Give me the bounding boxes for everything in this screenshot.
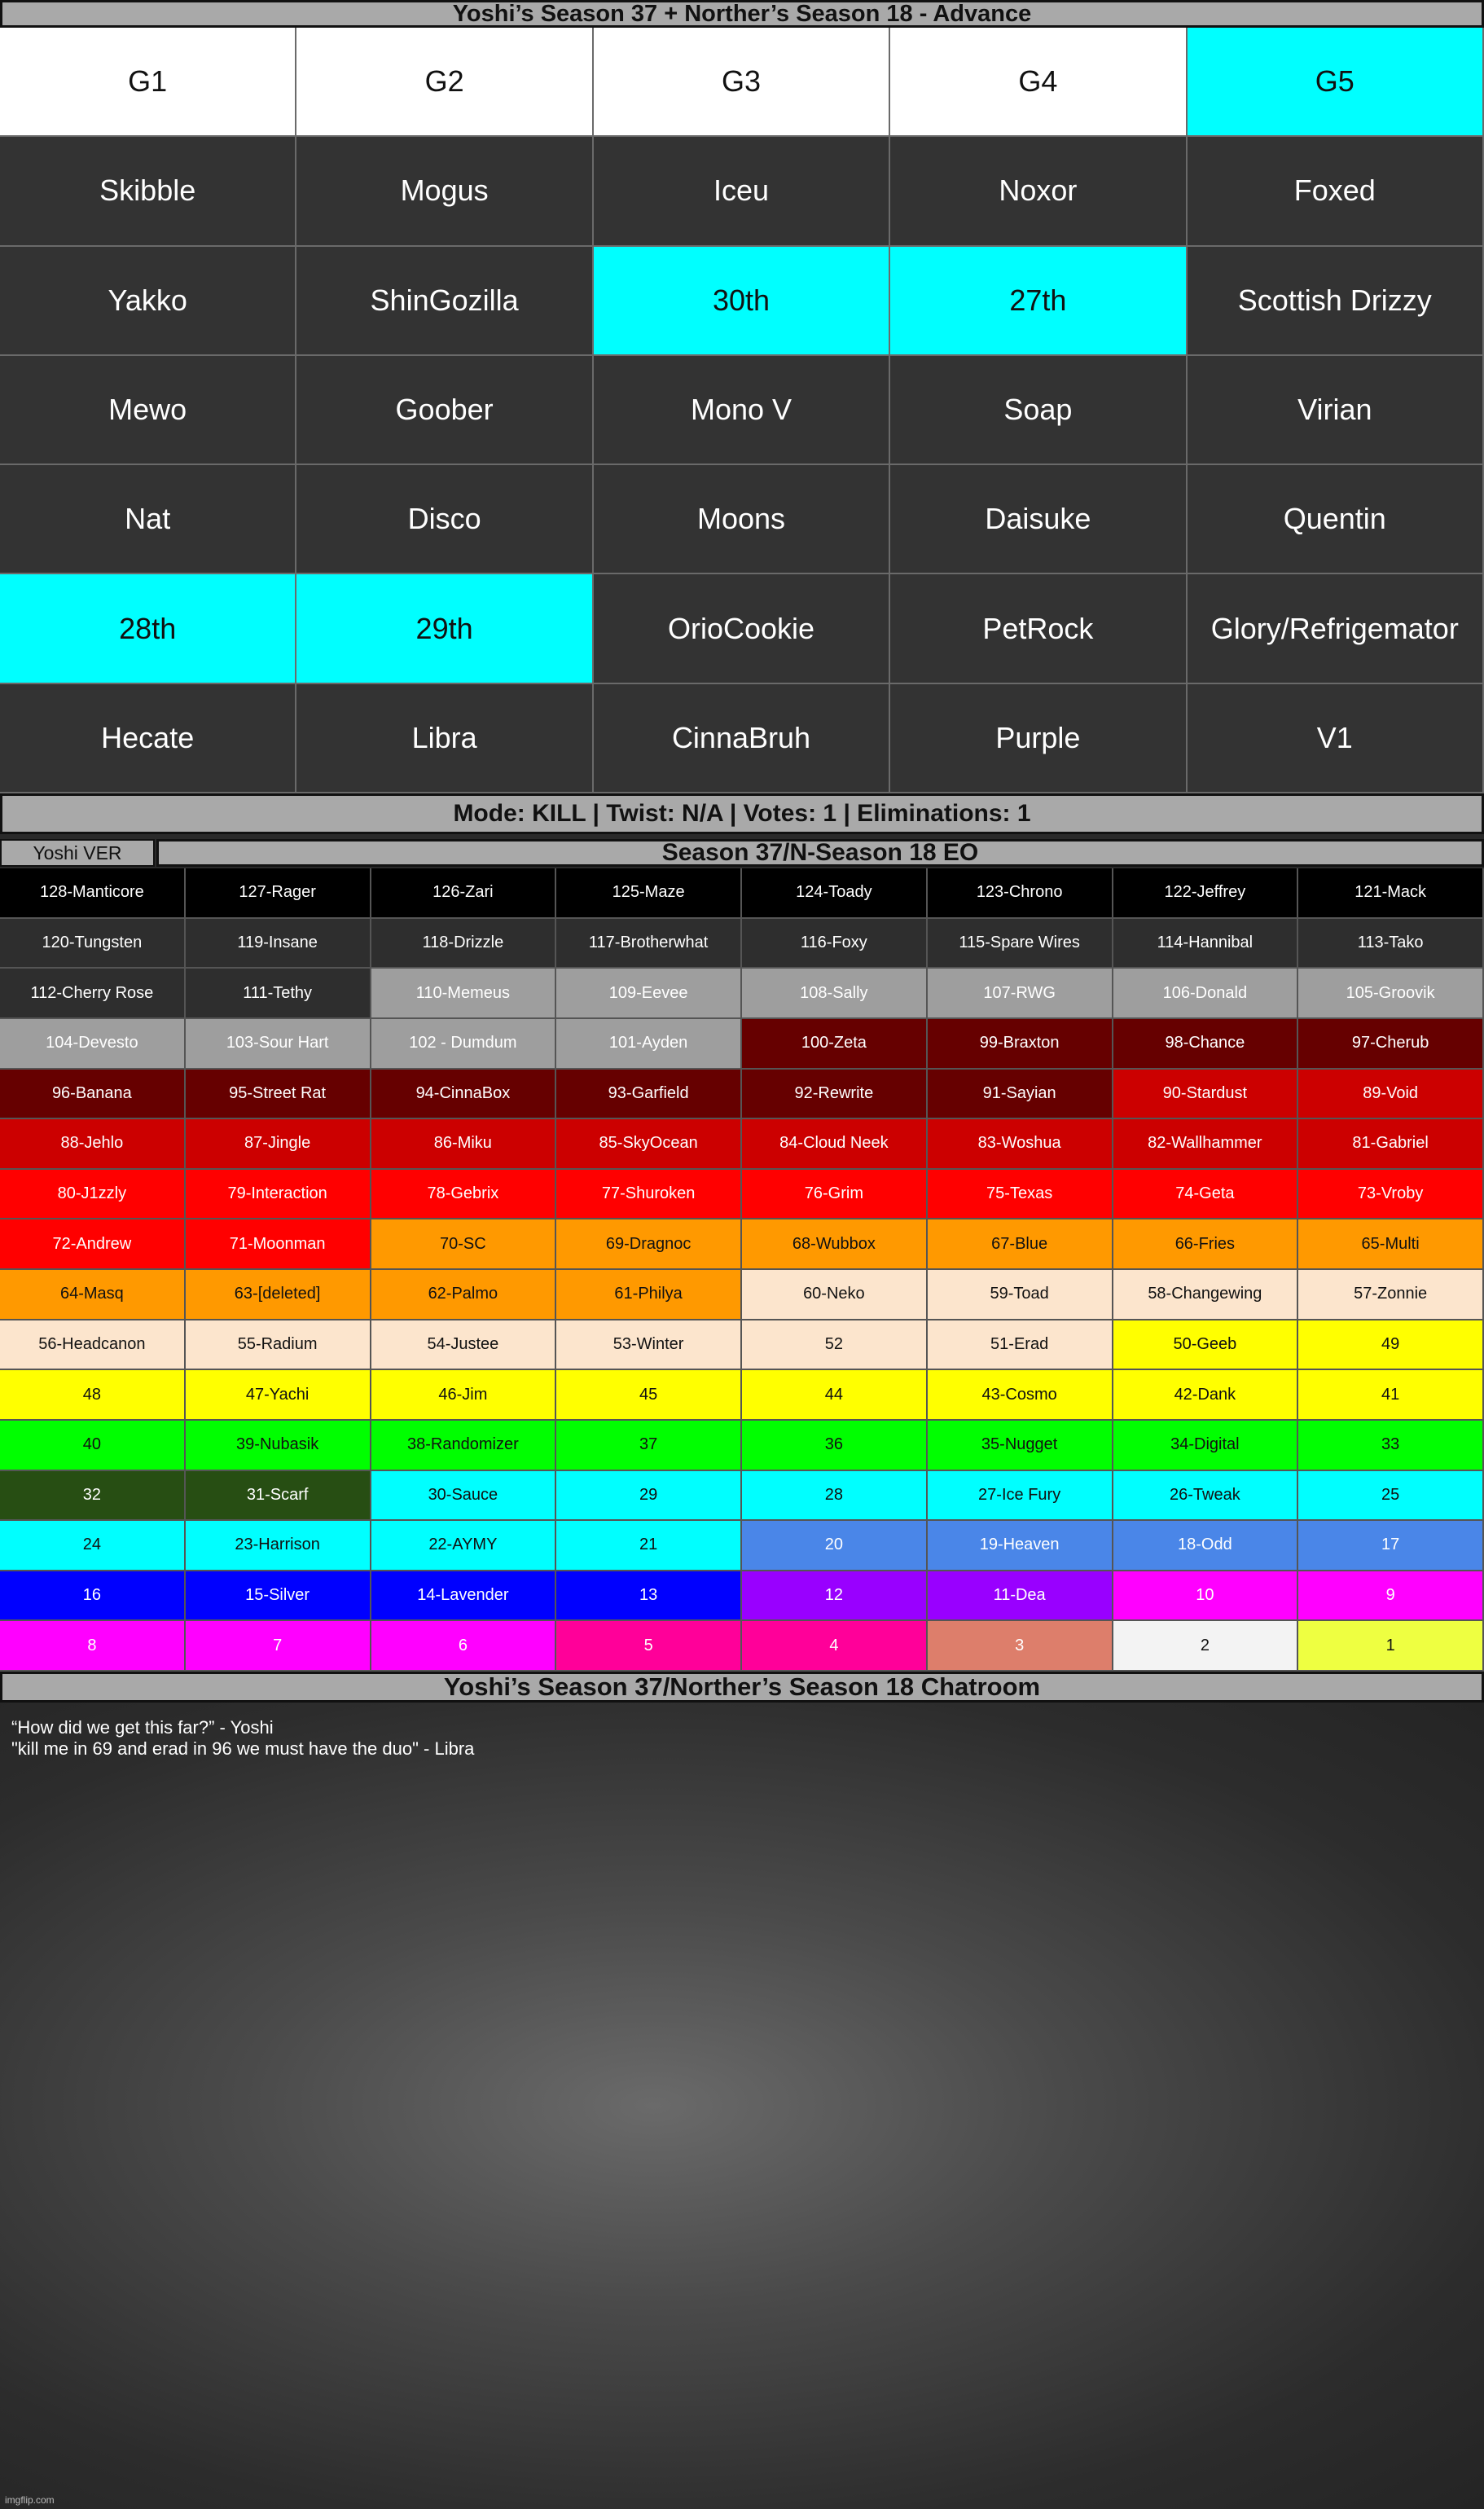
eo-cell: 67-Blue [928, 1219, 1113, 1270]
eo-cell: 99-Braxton [928, 1019, 1113, 1070]
eo-cell: 12 [742, 1571, 928, 1622]
eo-cell: 78-Gebrix [371, 1170, 557, 1220]
eo-cell: 20 [742, 1521, 928, 1571]
eo-cell: 74-Geta [1113, 1170, 1299, 1220]
eo-cell: 15-Silver [186, 1571, 371, 1622]
eo-cell: 62-Palmo [371, 1270, 557, 1320]
eo-cell: 111-Tethy [186, 969, 371, 1019]
eo-cell: 103-Sour Hart [186, 1019, 371, 1070]
eo-cell: 25 [1298, 1471, 1484, 1522]
eo-cell: 128-Manticore [0, 868, 186, 919]
eo-cell: 108-Sally [742, 969, 928, 1019]
group-member-cell: Foxed [1188, 137, 1484, 246]
eo-cell: 48 [0, 1370, 186, 1421]
chatroom [0, 1703, 1484, 2509]
eo-cell: 89-Void [1298, 1070, 1484, 1120]
watermark: imgflip.com [5, 2494, 55, 2506]
eo-cell: 91-Sayian [928, 1070, 1113, 1120]
group-member-cell: Yakko [0, 247, 296, 356]
eo-cell: 92-Rewrite [742, 1070, 928, 1120]
group-member-cell: 30th [594, 247, 890, 356]
eo-cell: 24 [0, 1521, 186, 1571]
eo-cell: 7 [186, 1621, 371, 1672]
eo-cell: 47-Yachi [186, 1370, 371, 1421]
group-member-cell: OrioCookie [594, 574, 890, 683]
eo-cell: 40 [0, 1421, 186, 1471]
eo-cell: 102 - Dumdum [371, 1019, 557, 1070]
eo-cell: 26-Tweak [1113, 1471, 1299, 1522]
eo-cell: 44 [742, 1370, 928, 1421]
eo-cell: 41 [1298, 1370, 1484, 1421]
eo-cell: 54-Justee [371, 1320, 557, 1371]
eo-cell: 14-Lavender [371, 1571, 557, 1622]
eo-cell: 59-Toad [928, 1270, 1113, 1320]
eo-cell: 110-Memeus [371, 969, 557, 1019]
group-member-cell: Libra [296, 684, 593, 793]
eo-cell: 45 [556, 1370, 742, 1421]
eo-cell: 30-Sauce [371, 1471, 557, 1522]
eo-title: Season 37/N-Season 18 EO [156, 839, 1484, 867]
eo-cell: 11-Dea [928, 1571, 1113, 1622]
eo-cell: 23-Harrison [186, 1521, 371, 1571]
group-member-cell: Purple [890, 684, 1187, 793]
eo-cell: 101-Ayden [556, 1019, 742, 1070]
eo-cell: 16 [0, 1571, 186, 1622]
eo-cell: 115-Spare Wires [928, 919, 1113, 969]
page-title: Yoshi’s Season 37 + Norther’s Season 18 - Advance [0, 0, 1484, 28]
group-member-cell: Virian [1188, 356, 1484, 465]
eo-cell: 96-Banana [0, 1070, 186, 1120]
chat-message: “How did we get this far?” - Yoshi [11, 1717, 274, 1738]
eo-cell: 13 [556, 1571, 742, 1622]
group-member-cell: ShinGozilla [296, 247, 593, 356]
eo-cell: 49 [1298, 1320, 1484, 1371]
eo-cell: 22-AYMY [371, 1521, 557, 1571]
eo-cell: 80-J1zzly [0, 1170, 186, 1220]
eo-cell: 31-Scarf [186, 1471, 371, 1522]
eo-cell: 29 [556, 1471, 742, 1522]
eo-cell: 123-Chrono [928, 868, 1113, 919]
groups-table [0, 28, 1484, 793]
eo-cell: 109-Eevee [556, 969, 742, 1019]
chatroom-title: Yoshi’s Season 37/Norther’s Season 18 Chatroom [0, 1672, 1484, 1703]
eo-cell: 72-Andrew [0, 1219, 186, 1270]
eo-cell: 125-Maze [556, 868, 742, 919]
eo-cell: 6 [371, 1621, 557, 1672]
eo-cell: 79-Interaction [186, 1170, 371, 1220]
eo-cell: 70-SC [371, 1219, 557, 1270]
eo-cell: 53-Winter [556, 1320, 742, 1371]
eo-cell: 52 [742, 1320, 928, 1371]
eo-cell: 84-Cloud Neek [742, 1119, 928, 1170]
eo-cell: 121-Mack [1298, 868, 1484, 919]
eo-cell: 58-Changewing [1113, 1270, 1299, 1320]
chat-message: "kill me in 69 and erad in 96 we must have the duo" - Libra [11, 1738, 475, 1759]
eo-cell: 4 [742, 1621, 928, 1672]
eo-cell: 83-Woshua [928, 1119, 1113, 1170]
group-member-cell: Mono V [594, 356, 890, 465]
eo-cell: 50-Geeb [1113, 1320, 1299, 1371]
group-member-cell: Iceu [594, 137, 890, 246]
eo-cell: 35-Nugget [928, 1421, 1113, 1471]
elimination-order-grid [0, 868, 1484, 1672]
eo-cell: 85-SkyOcean [556, 1119, 742, 1170]
eo-cell: 90-Stardust [1113, 1070, 1299, 1120]
eo-cell: 63-[deleted] [186, 1270, 371, 1320]
eo-cell: 18-Odd [1113, 1521, 1299, 1571]
group-member-cell: PetRock [890, 574, 1187, 683]
group-member-cell: Skibble [0, 137, 296, 246]
eo-cell: 120-Tungsten [0, 919, 186, 969]
group-member-cell: CinnaBruh [594, 684, 890, 793]
eo-cell: 94-CinnaBox [371, 1070, 557, 1120]
eo-header [0, 839, 1484, 868]
eo-cell: 106-Donald [1113, 969, 1299, 1019]
eo-cell: 21 [556, 1521, 742, 1571]
eo-cell: 36 [742, 1421, 928, 1471]
eo-cell: 68-Wubbox [742, 1219, 928, 1270]
group-member-cell: Mewo [0, 356, 296, 465]
eo-cell: 100-Zeta [742, 1019, 928, 1070]
eo-cell: 95-Street Rat [186, 1070, 371, 1120]
group-member-cell: Scottish Drizzy [1188, 247, 1484, 356]
eo-cell: 57-Zonnie [1298, 1270, 1484, 1320]
group-header: G5 [1188, 28, 1484, 137]
eo-cell: 10 [1113, 1571, 1299, 1622]
eo-cell: 88-Jehlo [0, 1119, 186, 1170]
eo-cell: 17 [1298, 1521, 1484, 1571]
eo-cell: 3 [928, 1621, 1113, 1672]
eo-cell: 119-Insane [186, 919, 371, 969]
eo-cell: 82-Wallhammer [1113, 1119, 1299, 1170]
group-member-cell: Quentin [1188, 465, 1484, 574]
group-member-cell: Nat [0, 465, 296, 574]
eo-cell: 122-Jeffrey [1113, 868, 1299, 919]
group-member-cell: Mogus [296, 137, 593, 246]
eo-cell: 117-Brotherwhat [556, 919, 742, 969]
eo-cell: 46-Jim [371, 1370, 557, 1421]
eo-cell: 34-Digital [1113, 1421, 1299, 1471]
eo-cell: 105-Groovik [1298, 969, 1484, 1019]
group-member-cell: Goober [296, 356, 593, 465]
mode-status-line: Mode: KILL | Twist: N/A | Votes: 1 | Eliminations: 1 [0, 793, 1484, 834]
eo-cell: 86-Miku [371, 1119, 557, 1170]
eo-cell: 51-Erad [928, 1320, 1113, 1371]
eo-cell: 127-Rager [186, 868, 371, 919]
group-member-cell: Glory/Refrigemator [1188, 574, 1484, 683]
group-member-cell: Disco [296, 465, 593, 574]
version-label: Yoshi VER [0, 839, 155, 867]
eo-cell: 56-Headcanon [0, 1320, 186, 1371]
eo-cell: 32 [0, 1471, 186, 1522]
eo-cell: 81-Gabriel [1298, 1119, 1484, 1170]
eo-cell: 8 [0, 1621, 186, 1672]
eo-cell: 65-Multi [1298, 1219, 1484, 1270]
eo-cell: 112-Cherry Rose [0, 969, 186, 1019]
eo-cell: 77-Shuroken [556, 1170, 742, 1220]
eo-cell: 55-Radium [186, 1320, 371, 1371]
eo-cell: 66-Fries [1113, 1219, 1299, 1270]
eo-cell: 107-RWG [928, 969, 1113, 1019]
group-member-cell: Soap [890, 356, 1187, 465]
eo-cell: 42-Dank [1113, 1370, 1299, 1421]
group-member-cell: Hecate [0, 684, 296, 793]
eo-cell: 71-Moonman [186, 1219, 371, 1270]
group-member-cell: Daisuke [890, 465, 1187, 574]
group-header: G2 [296, 28, 593, 137]
group-member-cell: 28th [0, 574, 296, 683]
eo-cell: 2 [1113, 1621, 1299, 1672]
group-member-cell: V1 [1188, 684, 1484, 793]
group-member-cell: Noxor [890, 137, 1187, 246]
eo-cell: 60-Neko [742, 1270, 928, 1320]
eo-cell: 75-Texas [928, 1170, 1113, 1220]
eo-cell: 73-Vroby [1298, 1170, 1484, 1220]
eo-cell: 116-Foxy [742, 919, 928, 969]
eo-cell: 118-Drizzle [371, 919, 557, 969]
group-header: G4 [890, 28, 1187, 137]
eo-cell: 61-Philya [556, 1270, 742, 1320]
eo-cell: 19-Heaven [928, 1521, 1113, 1571]
eo-cell: 9 [1298, 1571, 1484, 1622]
eo-cell: 98-Chance [1113, 1019, 1299, 1070]
eo-cell: 39-Nubasik [186, 1421, 371, 1471]
eo-cell: 33 [1298, 1421, 1484, 1471]
eo-cell: 97-Cherub [1298, 1019, 1484, 1070]
eo-cell: 27-Ice Fury [928, 1471, 1113, 1522]
group-header: G3 [594, 28, 890, 137]
eo-cell: 124-Toady [742, 868, 928, 919]
eo-cell: 37 [556, 1421, 742, 1471]
eo-cell: 93-Garfield [556, 1070, 742, 1120]
eo-cell: 64-Masq [0, 1270, 186, 1320]
group-member-cell: 29th [296, 574, 593, 683]
group-member-cell: Moons [594, 465, 890, 574]
eo-cell: 38-Randomizer [371, 1421, 557, 1471]
eo-cell: 87-Jingle [186, 1119, 371, 1170]
group-member-cell: 27th [890, 247, 1187, 356]
eo-cell: 104-Devesto [0, 1019, 186, 1070]
group-header: G1 [0, 28, 296, 137]
eo-cell: 126-Zari [371, 868, 557, 919]
eo-cell: 113-Tako [1298, 919, 1484, 969]
eo-cell: 114-Hannibal [1113, 919, 1299, 969]
eo-cell: 5 [556, 1621, 742, 1672]
eo-cell: 69-Dragnoc [556, 1219, 742, 1270]
eo-cell: 28 [742, 1471, 928, 1522]
eo-cell: 76-Grim [742, 1170, 928, 1220]
eo-cell: 43-Cosmo [928, 1370, 1113, 1421]
eo-cell: 1 [1298, 1621, 1484, 1672]
